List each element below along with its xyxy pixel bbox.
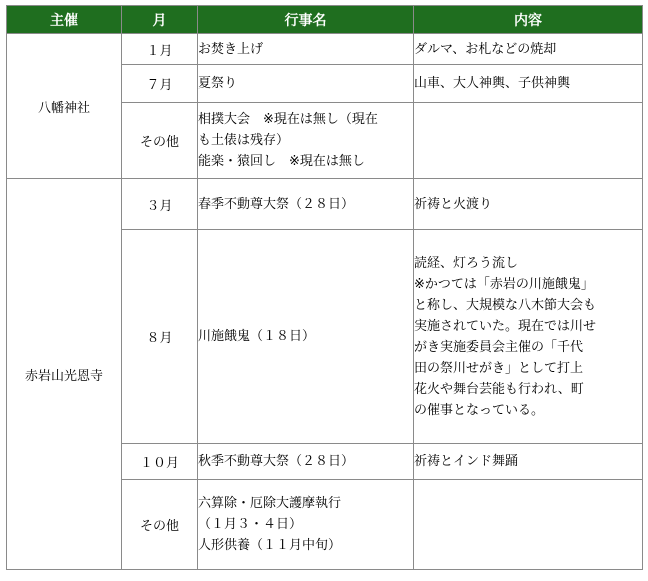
month-cell: １０月 bbox=[122, 444, 198, 480]
table-row bbox=[7, 179, 643, 230]
event-cell bbox=[198, 480, 414, 570]
content-line: の催事となっている。 bbox=[414, 402, 545, 418]
host-akaiwasan-kouonji: 赤岩山光恩寺 bbox=[7, 179, 122, 570]
content-cell bbox=[414, 179, 643, 230]
events-table bbox=[6, 5, 643, 570]
content-line: 田の祭川せがき」として打上 bbox=[414, 360, 584, 376]
content-line: と称し、大規模な八木節大会も bbox=[414, 297, 597, 313]
content-line: 祈祷とインド舞踊 bbox=[414, 454, 519, 469]
event-line: 春季不動尊大祭（２８日） bbox=[198, 196, 355, 212]
content-cell bbox=[414, 65, 643, 103]
content-cell bbox=[414, 480, 643, 570]
host-hachiman-shrine: 八幡神社 bbox=[7, 34, 122, 179]
content-line: 実施されていた。現在では川せ bbox=[414, 318, 597, 334]
event-line: 秋季不動尊大祭（２８日） bbox=[198, 454, 355, 469]
content-line: 山車、大人神輿、子供神輿 bbox=[414, 76, 571, 91]
content-line: 読経、灯ろう流し bbox=[414, 255, 519, 271]
table-row bbox=[7, 34, 643, 65]
header-host: 主催 bbox=[7, 6, 122, 34]
month-cell: ８月 bbox=[122, 230, 198, 444]
event-cell bbox=[198, 34, 414, 65]
header-event: 行事名 bbox=[198, 6, 414, 34]
event-line: 能楽・猿回し ※現在は無し bbox=[198, 154, 365, 169]
event-cell bbox=[198, 179, 414, 230]
event-cell bbox=[198, 103, 414, 179]
event-cell bbox=[198, 65, 414, 103]
header-month: 月 bbox=[122, 6, 198, 34]
content-line: 祈祷と火渡り bbox=[414, 196, 493, 212]
content-line: 花火や舞台芸能も行われ、町 bbox=[414, 381, 584, 397]
month-cell: その他 bbox=[122, 480, 198, 570]
content-line: ダルマ、お札などの焼却 bbox=[414, 41, 557, 57]
event-cell bbox=[198, 230, 414, 444]
content-cell bbox=[414, 230, 643, 444]
event-line: 人形供養（１１月中旬） bbox=[198, 538, 342, 553]
month-cell: ７月 bbox=[122, 65, 198, 103]
header-content: 内容 bbox=[414, 6, 643, 34]
content-cell bbox=[414, 103, 643, 179]
header-row bbox=[7, 6, 643, 34]
event-line: も土俵は残存） bbox=[198, 133, 290, 148]
month-cell: １月 bbox=[122, 34, 198, 65]
content-line: がき実施委員会主催の「千代 bbox=[414, 339, 584, 355]
month-cell: その他 bbox=[122, 103, 198, 179]
event-line: 川施餓鬼（１８日） bbox=[198, 329, 316, 344]
content-cell bbox=[414, 34, 643, 65]
event-line: 夏祭り bbox=[198, 76, 238, 91]
event-line: 相撲大会 ※現在は無し（現在 bbox=[198, 112, 378, 127]
content-cell bbox=[414, 444, 643, 480]
event-cell bbox=[198, 444, 414, 480]
event-line: 六算除・厄除大護摩執行 bbox=[198, 496, 342, 511]
event-line: （１月３・４日） bbox=[198, 517, 303, 532]
event-line: お焚き上げ bbox=[198, 41, 264, 57]
content-line: ※かつては「赤岩の川施餓鬼」 bbox=[414, 276, 594, 292]
month-cell: ３月 bbox=[122, 179, 198, 230]
